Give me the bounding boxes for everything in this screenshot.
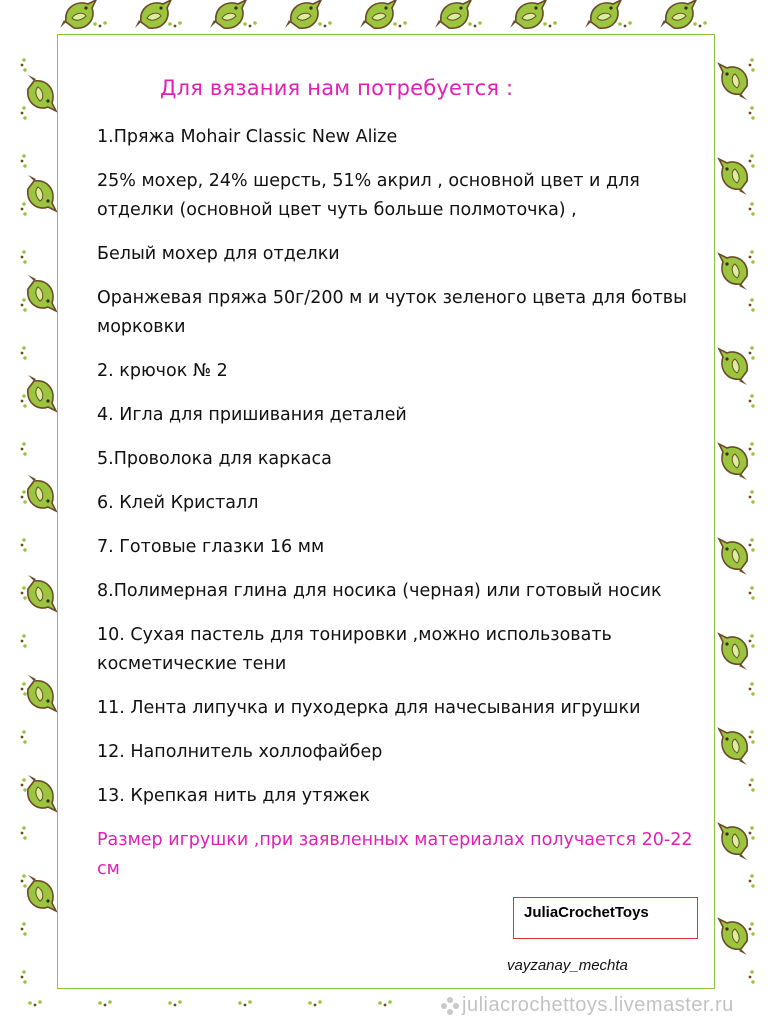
dot-icon	[749, 394, 755, 408]
dot-icon	[21, 490, 27, 504]
dot-icon	[21, 538, 27, 552]
dot-icon	[749, 346, 755, 360]
list-item: 2. крючок № 2	[97, 361, 228, 381]
bird-icon	[28, 275, 56, 311]
bird-icon	[719, 159, 747, 195]
bird-icon	[719, 634, 747, 670]
bird-icon	[28, 875, 56, 911]
watermark-flower-icon	[440, 996, 460, 1016]
dot-icon	[21, 154, 27, 168]
bird-icon	[28, 575, 56, 611]
dot-icon	[749, 202, 755, 216]
dot-icon	[21, 298, 27, 312]
list-item: 1.Пряжа Mohair Classic New Alize	[97, 127, 398, 147]
list-item: Оранжевая пряжа 50г/200 м и чуток зеленого цвета для ботвы морковки	[97, 288, 687, 337]
dot-icon	[749, 154, 755, 168]
watermark: juliacrochettoys.livemaster.ru	[462, 994, 734, 1016]
dot-icon	[749, 490, 755, 504]
bird-icon	[60, 0, 96, 28]
dot-icon	[21, 826, 27, 840]
dot-icon	[21, 634, 27, 648]
dot-icon	[21, 730, 27, 744]
brand-label: JuliaCrochetToys	[524, 904, 649, 921]
dot-icon	[749, 922, 755, 936]
list-item: 4. Игла для пришивания деталей	[97, 405, 407, 425]
dot-icon	[21, 442, 27, 456]
dot-icon	[749, 298, 755, 312]
brand-box	[513, 897, 698, 939]
bird-icon	[719, 64, 747, 100]
dot-icon	[318, 21, 332, 27]
dot-icon	[28, 1000, 42, 1006]
list-item: 25% мохер, 24% шерсть, 51% акрил , основной цвет и для отделки (основной цвет чуть больше полмоточка) ,	[97, 171, 640, 220]
list-item: 5.Проволока для каркаса	[97, 449, 332, 469]
dot-icon	[21, 250, 27, 264]
dot-icon	[468, 21, 482, 27]
list-item: 10. Сухая пастель для тонировки ,можно использовать косметические тени	[97, 625, 612, 674]
bird-icon	[28, 375, 56, 411]
bird-icon	[28, 475, 56, 511]
dot-icon	[749, 58, 755, 72]
dot-icon	[243, 21, 257, 27]
bird-icon	[719, 444, 747, 480]
bird-icon	[719, 919, 747, 955]
list-item: 12. Наполнитель холлофайбер	[97, 742, 383, 762]
dot-icon	[749, 874, 755, 888]
dot-icon	[238, 1000, 252, 1006]
bird-icon	[719, 539, 747, 575]
list-item: 8.Полимерная глина для носика (черная) или готовый носик	[97, 581, 662, 601]
bird-icon	[510, 0, 546, 28]
list-item: 13. Крепкая нить для утяжек	[97, 786, 370, 806]
bird-icon	[719, 729, 747, 765]
bird-icon	[28, 675, 56, 711]
bird-icon	[435, 0, 471, 28]
dot-icon	[21, 58, 27, 72]
dot-icon	[98, 1000, 112, 1006]
bird-icon	[719, 349, 747, 385]
dot-icon	[543, 21, 557, 27]
bird-icon	[210, 0, 246, 28]
dot-icon	[749, 970, 755, 984]
dot-icon	[693, 21, 707, 27]
dot-icon	[168, 1000, 182, 1006]
bird-icon	[719, 254, 747, 290]
dot-icon	[21, 346, 27, 360]
dot-icon	[618, 21, 632, 27]
bird-icon	[28, 775, 56, 811]
dot-icon	[749, 682, 755, 696]
bird-icon	[719, 824, 747, 860]
dot-icon	[393, 21, 407, 27]
list-item: 11. Лента липучка и пуходерка для начесывания игрушки	[97, 698, 641, 718]
dot-icon	[21, 586, 27, 600]
dot-icon	[749, 106, 755, 120]
dot-icon	[749, 442, 755, 456]
dot-icon	[749, 634, 755, 648]
dot-icon	[21, 682, 27, 696]
page-title: Для вязания нам потребуется :	[160, 76, 514, 100]
dot-icon	[21, 202, 27, 216]
dot-icon	[378, 1000, 392, 1006]
bird-icon	[28, 75, 56, 111]
list-item: Белый мохер для отделки	[97, 244, 340, 264]
dot-icon	[749, 538, 755, 552]
bird-icon	[585, 0, 621, 28]
dot-icon	[21, 970, 27, 984]
bird-icon	[135, 0, 171, 28]
dot-icon	[168, 21, 182, 27]
dot-icon	[308, 1000, 322, 1006]
dot-icon	[21, 778, 27, 792]
author-nickname: vayzanay_mechta	[507, 957, 628, 974]
dot-icon	[749, 730, 755, 744]
dot-icon	[749, 586, 755, 600]
dot-icon	[749, 250, 755, 264]
dot-icon	[749, 826, 755, 840]
dot-icon	[21, 106, 27, 120]
bird-icon	[28, 175, 56, 211]
size-note: Размер игрушки ,при заявленных материалах получается 20-22 см	[97, 830, 693, 879]
dot-icon	[749, 778, 755, 792]
dot-icon	[21, 922, 27, 936]
dot-icon	[21, 394, 27, 408]
dot-icon	[93, 21, 107, 27]
list-item: 7. Готовые глазки 16 мм	[97, 537, 325, 557]
bird-icon	[660, 0, 696, 28]
list-item: 6. Клей Кристалл	[97, 493, 259, 513]
dot-icon	[21, 874, 27, 888]
bird-icon	[360, 0, 396, 28]
bird-icon	[285, 0, 321, 28]
